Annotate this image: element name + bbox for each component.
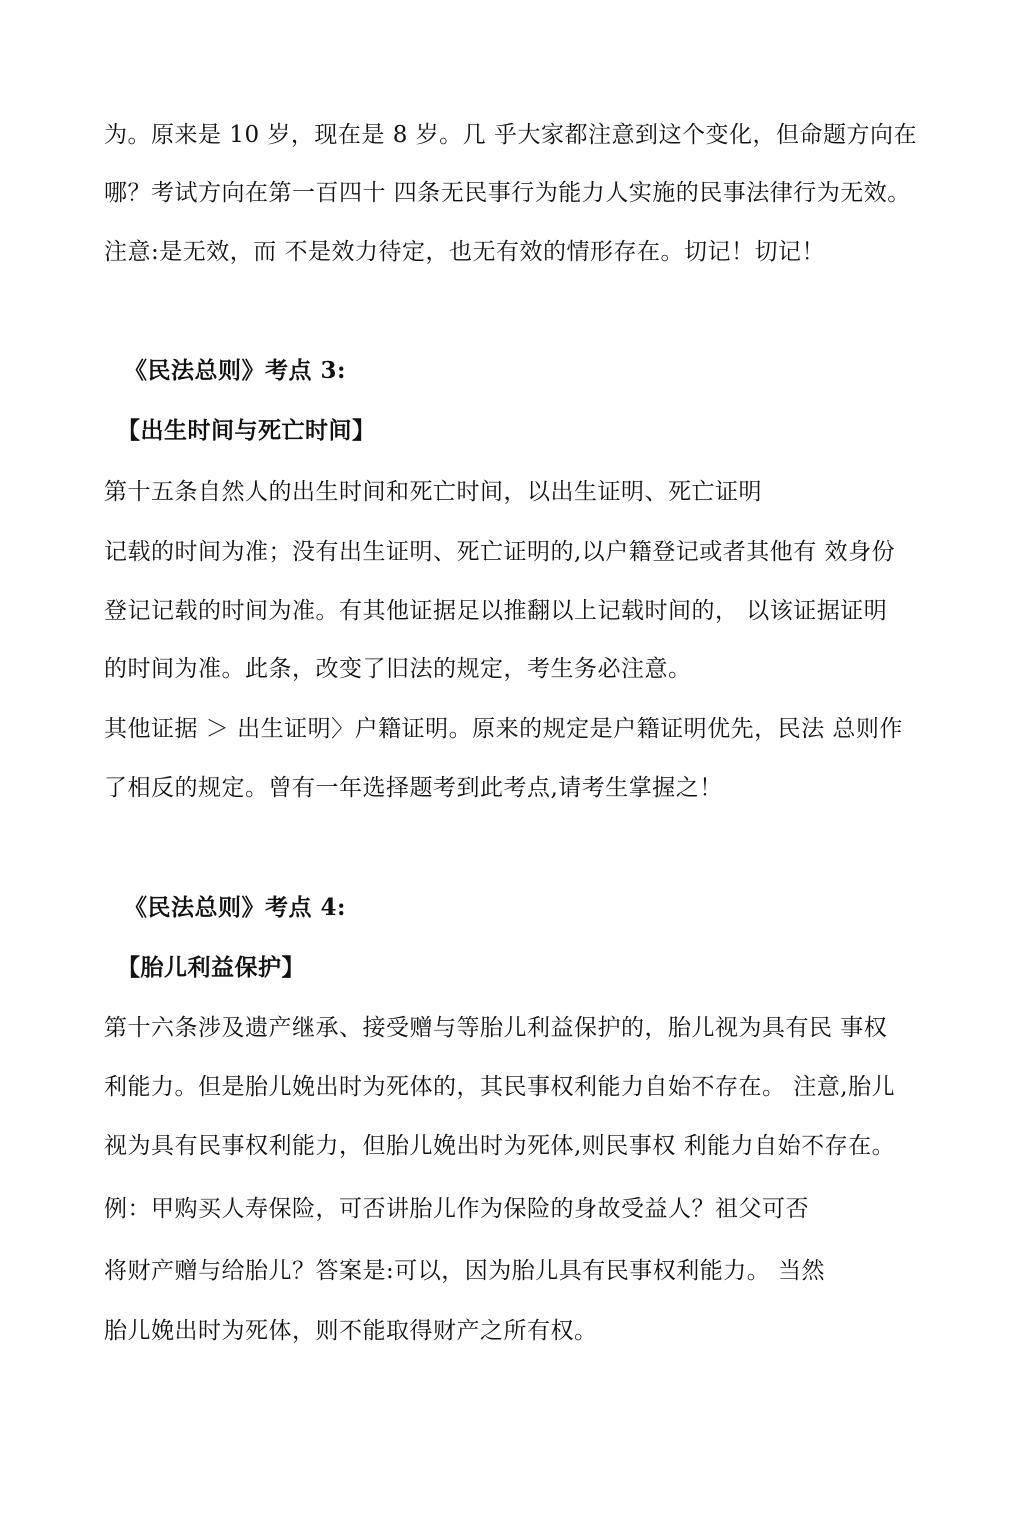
paragraph-line: 注意:是无效，而 不是效力待定，也无有效的情形存在。切记！切记！ xyxy=(104,239,826,265)
paragraph-line: 胎儿娩出时为死体，则不能取得财产之所有权。 xyxy=(104,1318,598,1344)
paragraph-line: 了相反的规定。曾有一年选择题考到此考点,请考生掌握之！ xyxy=(104,775,723,801)
paragraph-line: 其他证据 ＞ 出生证明〉户籍证明。原来的规定是户籍证明优先，民法 总则作 xyxy=(104,716,903,742)
paragraph-line: 第十五条自然人的出生时间和死亡时间，以出生证明、死亡证明 xyxy=(104,479,762,505)
paragraph-line: 例：甲购买人寿保险，可否讲胎儿作为保险的身故受益人？祖父可否 xyxy=(104,1196,809,1222)
section-3-subtitle: 【出生时间与死亡时间】 xyxy=(117,417,376,444)
paragraph-line: 哪？考试方向在第一百四十 四条无民事行为能力人实施的民事法律行为无效。 xyxy=(104,180,911,206)
section-3-title: 《民法总则》考点 3: xyxy=(124,357,347,384)
paragraph-line: 第十六条涉及遗产继承、接受赠与等胎儿利益保护的，胎儿视为具有民 事权 xyxy=(104,1015,888,1041)
paragraph-line: 视为具有民事权利能力，但胎儿娩出时为死体,则民事权 利能力自始不存在。 xyxy=(104,1133,896,1159)
paragraph-line: 将财产赠与给胎儿？答案是:可以，因为胎儿具有民事权利能力。 当然 xyxy=(104,1258,826,1284)
section-4-title: 《民法总则》考点 4: xyxy=(124,894,347,921)
paragraph-line: 为。原来是 10 岁，现在是 8 岁。几 乎大家都注意到这个变化，但命题方向在 xyxy=(104,122,917,148)
paragraph-line: 利能力。但是胎儿娩出时为死体的，其民事权利能力自始不存在。 注意,胎儿 xyxy=(104,1074,896,1100)
paragraph-line: 的时间为准。此条，改变了旧法的规定，考生务必注意。 xyxy=(104,656,692,682)
section-4-subtitle: 【胎儿利益保护】 xyxy=(117,954,305,981)
paragraph-line: 登记记载的时间为准。有其他证据足以推翻以上记载时间的， 以该证据证明 xyxy=(104,598,888,624)
paragraph-line: 记载的时间为准；没有出生证明、死亡证明的,以户籍登记或者其他有 效身份 xyxy=(104,539,896,565)
